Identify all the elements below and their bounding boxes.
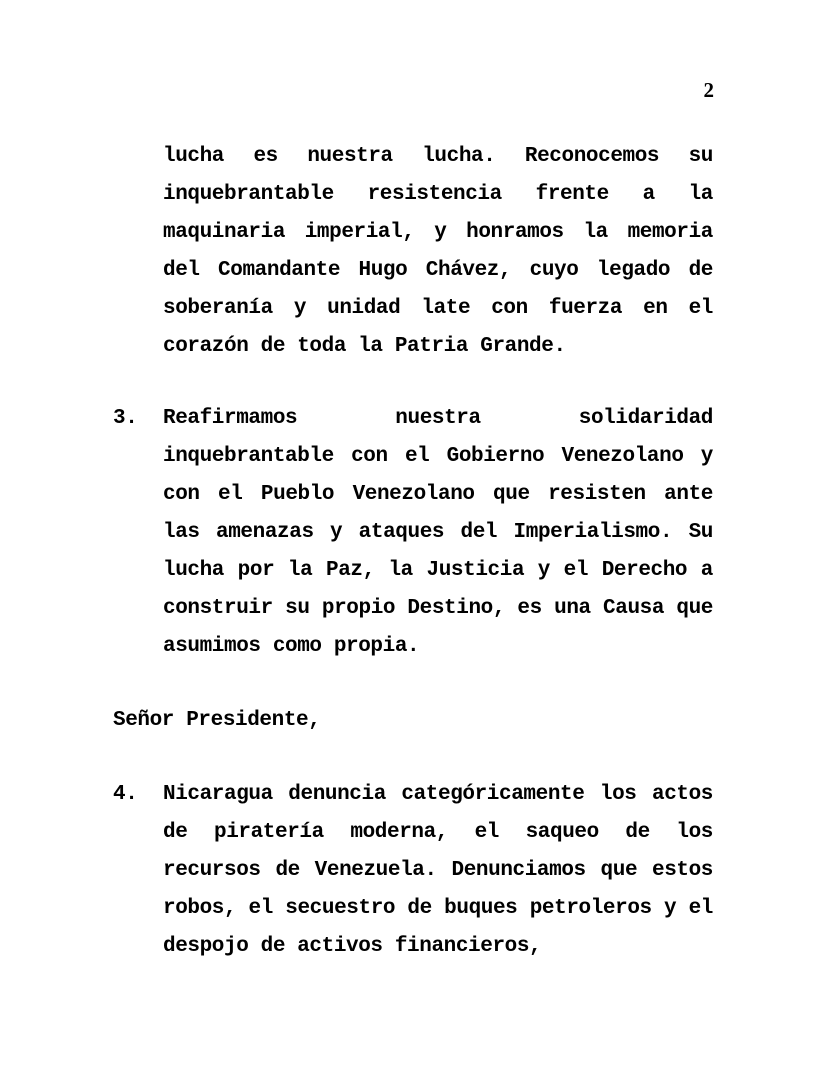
document-body [113, 138, 713, 966]
item-3-number: 3. [113, 407, 138, 430]
numbered-item-3 [113, 400, 713, 666]
paragraph-continuation [163, 138, 713, 366]
numbered-item-4 [113, 776, 713, 966]
salutation-line: Señor Presidente, [113, 709, 321, 732]
item-4-text [163, 776, 713, 966]
block-spacer [113, 366, 713, 400]
item-4-number: 4. [113, 783, 138, 806]
page-number: 2 [703, 78, 714, 102]
paragraph-continuation-text: lucha es nuestra lucha. Reconocemos su inquebrantable resistencia frente a la maquinaria imperial, y honramos la memoria del Comandante Hugo Chávez, cuyo legado de soberanía y unidad late con fuerza en el corazón de toda la Patria Grande. [163, 145, 713, 358]
block-spacer [113, 666, 713, 702]
item-3-text: Reafirmamos nuestra solidaridad inquebrantable con el Gobierno Venezolano y con el Pueblo Venezolano que resisten ante las amenazas y ataques del Imperialismo. Su lucha por la Paz, la Justicia y el Derecho a construir su propio Destino, es una Causa que asumimos como propia. [163, 407, 713, 658]
item-4-text-run: Nicaragua denuncia categóricamente los actos de piratería moderna, el saqueo de los recursos de Venezuela. Denunciamos que estos robos, el secuestro de buques petroleros y el despojo de activos financieros, [163, 783, 713, 958]
block-spacer [113, 740, 713, 776]
